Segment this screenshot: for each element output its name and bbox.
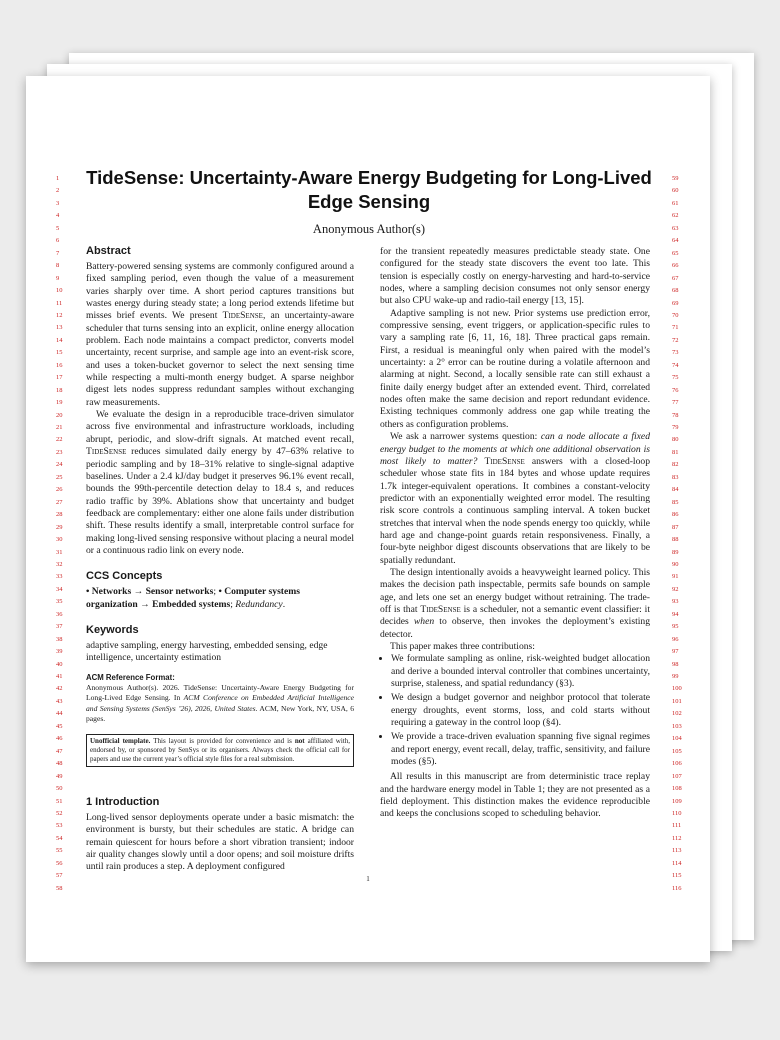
line-number: 39 [56,648,63,656]
line-number: 13 [56,324,63,332]
list-item: • We design a budget governor and neighbor protocol that tolerate energy droughts, event storms, loss, and cold starts without requiring a gateway in the control loop (§4). [391,692,650,729]
line-number: 82 [672,461,679,469]
line-number: 37 [56,623,63,631]
line-number: 80 [672,436,679,444]
line-number: 75 [672,374,679,382]
line-number: 83 [672,473,679,481]
line-number: 10 [56,287,63,295]
line-number: 76 [672,386,679,394]
line-number: 113 [672,847,682,855]
line-number: 97 [672,648,679,656]
paper-title: TideSense: Uncertainty-Aware Energy Budgeting for Long-Lived Edge Sensing [86,167,652,212]
line-number: 17 [56,374,63,382]
intro-paragraph-6: All results in this manuscript are from deterministic trace replay and the hardware energy model in Table 1; they are not presented as a field deployment. This distinction makes the evidence reproducible and keeps the conclusions scoped to scheduling behavior. [380,771,650,820]
line-number: 70 [672,311,679,319]
line-number: 59 [672,175,679,182]
line-number: 1 [56,175,60,182]
line-number: 92 [672,585,679,593]
line-number: 62 [672,212,679,220]
line-number: 47 [56,747,63,755]
line-number: 23 [56,448,63,456]
line-number: 4 [56,212,60,220]
line-number: 14 [56,336,63,344]
line-number: 46 [56,735,63,743]
line-number: 5 [56,224,60,232]
line-number: 77 [672,399,679,407]
line-number: 114 [672,859,682,867]
paper-page [26,76,710,962]
line-number: 35 [56,598,63,606]
line-number: 98 [672,660,679,668]
line-number: 64 [672,237,679,245]
line-number: 3 [56,199,60,207]
line-number: 27 [56,498,63,506]
system-name: TideSense [484,455,525,467]
line-number: 65 [672,249,679,257]
line-number: 57 [56,872,63,880]
line-number: 19 [56,399,63,407]
right-column [380,246,650,821]
line-number: 12 [56,311,63,319]
left-column [86,244,354,874]
line-number: 25 [56,473,63,481]
author-line: Anonymous Author(s) [312,222,426,236]
line-number: 21 [56,424,63,431]
line-number: 116 [672,884,682,892]
line-number: 115 [672,872,682,880]
line-number: 84 [672,486,679,494]
line-number: 18 [56,386,63,394]
line-number: 103 [672,722,682,730]
line-number: 67 [672,274,679,282]
unofficial-template-notice: Unofficial template. This layout is provided for convenience and is not affiliated with, endorsed by, or sponsored by SenSys or its organisers. Always check the official call for papers and use the current year’s official style files for a real submission. [86,734,354,767]
intro-paragraph-4: The design intentionally avoids a heavyweight learned policy. This makes the decision path inspectable, permits safe bounds on sample age, and lets one set an energy budget without retraining. The trade-off is that TideSense is a scheduler, not a semantic event classifier: it decides when to observe, then invokes the deployment’s existing detector. [380,566,651,640]
line-number: 100 [672,685,682,693]
line-number: 109 [672,797,682,805]
line-number: 53 [56,822,63,830]
line-number: 20 [56,411,63,419]
line-number: 73 [672,349,679,357]
line-number: 74 [672,361,679,369]
line-number: 40 [56,660,63,668]
list-item: • We formulate sampling as online, risk-weighted budget allocation and derive a bounded interval controller that combines uncertainty, surprise, staleness, and spatial redundancy (§3). [391,653,650,690]
line-number: 93 [672,598,679,606]
system-name: TideSense [86,446,127,458]
line-number: 111 [672,822,682,830]
abstract-paragraph-1: Battery-powered sensing systems are commonly configured around a fixed sampling period, even though the value of a measurement varies sharply over time. A short period captures transitions but wastes energy during steady state; a long period extends lifetime but misses brief events. We present TideSense, an uncertainty-aware scheduler that turns sensing into an explicit, online energy allocation problem. Each node maintains a compact predictor, converts model uncertainty, recent surprise, and sample age into an event-risk score, and uses a token-bucket governor to select the next sensing time while respecting a multi-month energy budget. A sparse neighbor digest lets nodes suppress redundant samples without exchanging raw measurements. [86,261,354,408]
line-number: 7 [56,249,60,257]
line-number: 22 [56,436,63,444]
line-number: 91 [672,573,679,581]
line-number: 81 [672,448,679,456]
line-number: 110 [672,809,682,817]
line-number: 78 [672,411,679,419]
line-number: 50 [56,785,63,793]
line-number: 38 [56,635,63,643]
line-number: 107 [672,772,682,780]
abstract-paragraph-2: We evaluate the design in a reproducible trace-driven simulator across five environmental and infrastructure workloads, including abrupt, periodic, and slow-drift signals. At matched event recall, TideSense reduces simulated daily energy by 47–63% relative to periodic sampling and by 18–31% relative to single-signal adaptive baselines. Under a 2.4 kJ/day budget it preserves 96.1% event recall, bounds the 99th-percentile detection delay to 18.4 s, and reduces radio traffic by 39%. Ablations show that uncertainty and budget feedback are complementary: either one alone fails under distribution shift. These results identify a small, interpretable control surface for making long-lived sensing responsive without placing a neural model or a continuous radio link on every node. [86,409,354,556]
intro-paragraph-1: Long-lived sensor deployments operate under a basic mismatch: the environment is bursty, but their schedules are static. A bridge can remain quiescent for hours before a short vibration transient; indoor air quality changes slowly until a door opens; and soil moisture drifts until rain produces a step. A deployment configured [86,812,354,873]
intro-paragraph-1-cont: for the transient repeatedly measures predictable steady state. One configured for the steady state discovers the event too late. This tension is especially costly on energy-harvesting and hard-to-service nodes, where a sampling decision consumes not only sensor energy but also CPU wake-up and radio-tail energy [13, 15]. [380,246,650,307]
line-number: 102 [672,710,682,718]
intro-paragraph-5: This paper makes three contributions: [390,641,535,652]
line-number: 9 [56,274,60,282]
line-number: 41 [56,673,63,680]
line-number: 45 [56,722,63,730]
contributions-list [380,653,650,768]
line-number: 68 [672,287,679,295]
line-number: 44 [56,710,63,718]
line-number: 96 [672,635,679,643]
line-number: 69 [672,299,679,307]
line-number: 90 [672,560,679,568]
line-number: 71 [672,324,679,332]
line-number: 15 [56,349,63,357]
system-name: TideSense [420,603,461,615]
line-number: 87 [672,523,679,531]
line-number: 28 [56,511,63,519]
line-number: 104 [672,735,682,743]
line-number: 105 [672,747,682,755]
system-name: TideSense [222,310,263,322]
line-number: 61 [672,199,679,207]
line-number: 79 [672,424,679,431]
line-number: 72 [672,336,679,344]
acm-reference-heading: ACM Reference Format: [86,672,175,682]
line-number: 55 [56,847,63,855]
line-number: 106 [672,760,682,768]
list-item: • We provide a trace-driven evaluation spanning five signal regimes and report energy, event recall, delay, traffic, sensitivity, and failure modes (§5). [391,731,650,768]
line-number: 54 [56,834,63,842]
line-number: 95 [672,623,679,631]
line-number: 30 [56,536,63,544]
line-number: 26 [56,486,63,494]
intro-paragraph-2: Adaptive sampling is not new. Prior systems use prediction error, compressive sensing, event triggers, or application-specific rules to vary a sampling rate [6, 11, 16, 18]. Three practical gaps remain. First, a residual is meaningful only when paired with the model’s uncertainty: a 2° error can be routine during a volatile afternoon and alarming at night. Second, a locally sensible rate can still exhaust a finite daily energy budget after an extended event. Third, correlated nodes often make the same decision and report redundant evidence. Existing techniques commonly address one gap while treating the others as configuration problems. [380,307,650,430]
line-number: 63 [672,224,679,232]
line-number: 8 [56,262,60,270]
line-number: 29 [56,523,63,531]
line-number: 112 [672,834,682,842]
line-number: 34 [56,585,63,593]
line-number: 60 [672,187,679,195]
ccs-concepts: • Networks → Sensor networks; • Computer systems organization → Embedded systems; Redundancy. [86,586,300,610]
line-number: 48 [56,760,63,768]
line-number: 89 [672,548,679,556]
line-number: 52 [56,809,63,817]
line-number: 85 [672,498,679,506]
keywords-heading: Keywords [86,623,139,636]
line-number: 86 [672,511,679,519]
line-number: 56 [56,859,63,867]
line-number: 42 [56,685,63,693]
acm-reference: ACM Reference Format: Anonymous Author(s). 2026. TideSense: Uncertainty-Aware Energy Budgeting for Long-Lived Edge Sensing. In ACM Conference on Embedded Artificial Intelligence and Sensing Systems (SenSys ’26), 2026, United States. ACM, New York, NY, USA, 6 pages. [86,672,354,723]
line-number: 2 [56,187,60,195]
line-number: 24 [56,461,63,469]
line-number: 32 [56,560,63,568]
keywords-text: adaptive sampling, energy harvesting, embedded sensing, edge intelligence, uncertainty estimation [86,639,328,664]
line-number: 108 [672,785,682,793]
line-number: 11 [56,299,63,307]
ccs-heading: CCS Concepts [86,570,163,583]
intro-paragraph-3: We ask a narrower systems question: can a node allocate a fixed energy budget to the moments at which one additional observation is most likely to matter? TideSense answers with a closed-loop scheduler whose state fits in 184 bytes and whose update requires 1.7k integer-equivalent operations. It combines a constant-velocity predictor with an exponentially weighted error model. The resulting risk score controls a continuous sampling interval. A token bucket stretches that interval when the node spends energy too quickly, while hard age and change-point guards retain responsiveness. Finally, a four-byte neighbor digest discounts observations that are likely to be spatially redundant. [380,431,650,566]
line-number: 31 [56,548,63,556]
line-number: 99 [672,673,679,680]
line-number: 58 [56,884,63,892]
line-number: 66 [672,262,679,270]
line-number: 16 [56,361,63,369]
abstract-heading: Abstract [86,245,131,257]
line-number: 51 [56,797,63,805]
line-number: 49 [56,772,63,780]
introduction-heading: 1 Introduction [86,796,160,809]
page-number: 1 [366,875,370,883]
line-number: 94 [672,610,679,618]
line-number: 88 [672,536,679,544]
line-number: 43 [56,697,63,705]
line-number: 33 [56,573,63,581]
line-number: 36 [56,610,63,618]
line-number: 101 [672,697,682,705]
line-number: 6 [56,237,60,245]
